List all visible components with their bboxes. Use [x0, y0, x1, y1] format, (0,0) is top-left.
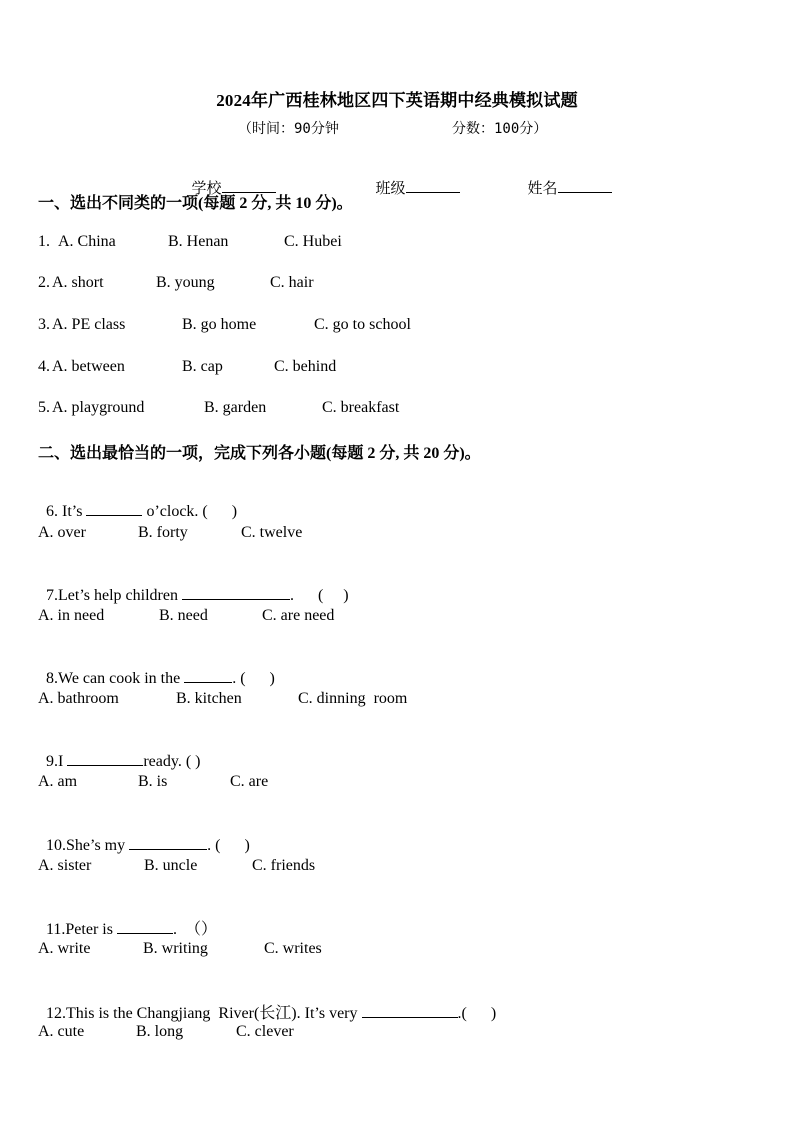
stem-text: . ( )	[289, 587, 349, 604]
name-blank[interactable]	[558, 178, 612, 193]
option-a[interactable]: A. playground	[52, 399, 145, 416]
option-a[interactable]: A. sister	[38, 857, 92, 874]
option-a[interactable]: A. China	[58, 233, 116, 250]
option-b[interactable]: B. go home	[182, 316, 257, 333]
stem-text: . ( )	[232, 670, 275, 687]
question-stem	[38, 816, 250, 854]
option-a[interactable]: A. write	[38, 940, 91, 957]
stem-text: ready. ( )	[143, 753, 201, 770]
stem-text: 6. It’s	[46, 503, 87, 520]
option-b[interactable]: B. cap	[182, 358, 223, 375]
list-item	[38, 690, 638, 712]
question-number: 2.	[38, 274, 50, 291]
school-label: 学校	[191, 181, 222, 197]
option-b[interactable]: B. writing	[143, 940, 208, 957]
list-item	[38, 358, 638, 380]
list-item	[38, 524, 638, 546]
option-c[interactable]: C. hair	[270, 274, 314, 291]
exam-time: （时间：90分钟	[238, 121, 339, 137]
question-stem	[38, 482, 238, 520]
stem-text: o’clock. ( )	[142, 503, 238, 520]
option-a[interactable]: A. PE class	[52, 316, 126, 333]
answer-blank[interactable]	[362, 1002, 458, 1018]
section1-heading: 一、选出不同类的一项(每题 2 分, 共 10 分)。	[38, 195, 353, 212]
option-b[interactable]: B. long	[136, 1023, 184, 1040]
option-b[interactable]: B. need	[159, 607, 208, 624]
page-title: 2024年广西桂林地区四下英语期中经典模拟试题	[216, 91, 578, 110]
class-blank[interactable]	[406, 178, 460, 193]
option-a[interactable]: A. over	[38, 524, 86, 541]
list-item	[38, 940, 638, 962]
option-c[interactable]: C. twelve	[241, 524, 303, 541]
option-c[interactable]: C. clever	[236, 1023, 294, 1040]
question-number: 3.	[38, 316, 50, 333]
option-a[interactable]: A. short	[52, 274, 104, 291]
name-field[interactable]	[520, 160, 612, 198]
option-c[interactable]: C. dinning room	[298, 690, 408, 707]
question-stem	[38, 649, 275, 687]
option-a[interactable]: A. am	[38, 773, 78, 790]
option-b[interactable]: B. garden	[204, 399, 267, 416]
answer-blank[interactable]	[184, 667, 232, 683]
option-c[interactable]: C. behind	[274, 358, 337, 375]
answer-blank[interactable]	[182, 584, 290, 600]
option-b[interactable]: B. forty	[138, 524, 188, 541]
option-b[interactable]: B. is	[138, 773, 168, 790]
stem-text: 7.Let’s help children	[46, 587, 182, 604]
answer-blank[interactable]	[67, 750, 143, 766]
list-item	[38, 274, 638, 296]
question-stem	[38, 982, 497, 1022]
option-c[interactable]: C. go to school	[314, 316, 411, 333]
class-label: 班级	[375, 181, 406, 197]
question-number: 5.	[38, 399, 50, 416]
option-c[interactable]: C. friends	[252, 857, 316, 874]
answer-blank[interactable]	[117, 918, 173, 934]
question-stem	[38, 566, 349, 604]
stem-text: 10.She’s my	[46, 837, 130, 854]
stem-text: . （）	[172, 921, 217, 938]
answer-blank[interactable]	[86, 500, 142, 516]
stem-text: 11.Peter is	[46, 921, 117, 938]
option-c[interactable]: C. writes	[264, 940, 322, 957]
stem-text: .( )	[457, 1005, 497, 1022]
question-number: 4.	[38, 358, 50, 375]
option-b[interactable]: B. kitchen	[176, 690, 242, 707]
option-b[interactable]: B. young	[156, 274, 215, 291]
option-a[interactable]: A. between	[52, 358, 125, 375]
list-item	[38, 1023, 638, 1045]
name-label: 姓名	[527, 181, 558, 197]
answer-blank[interactable]	[129, 834, 207, 850]
list-item	[38, 399, 638, 421]
option-c[interactable]: C. are	[230, 773, 269, 790]
question-stem	[38, 898, 217, 938]
class-field[interactable]	[368, 160, 460, 198]
option-c[interactable]: C. breakfast	[322, 399, 400, 416]
option-b[interactable]: B. Henan	[168, 233, 229, 250]
option-a[interactable]: A. bathroom	[38, 690, 119, 707]
option-b[interactable]: B. uncle	[144, 857, 198, 874]
option-a[interactable]: A. in need	[38, 607, 105, 624]
option-c[interactable]: C. Hubei	[284, 233, 342, 250]
question-number: 1.	[38, 233, 54, 250]
list-item	[38, 607, 638, 629]
list-item	[38, 316, 638, 338]
option-a[interactable]: A. cute	[38, 1023, 85, 1040]
list-item	[38, 773, 638, 795]
stem-text: 12.This is the Changjiang River(长江). It’s very	[46, 1005, 362, 1022]
stem-text: 9.I	[46, 753, 68, 770]
section2-heading: 二、选出最恰当的一项，完成下列各小题(每题 2 分, 共 20 分)。	[38, 445, 481, 462]
list-item	[38, 857, 638, 879]
exam-score: 分数：100分）	[452, 121, 548, 137]
stem-text: . ( )	[207, 837, 250, 854]
stem-text: 8.We can cook in the	[46, 670, 185, 687]
option-c[interactable]: C. are need	[262, 607, 335, 624]
question-stem	[38, 732, 201, 770]
list-item	[38, 233, 638, 255]
